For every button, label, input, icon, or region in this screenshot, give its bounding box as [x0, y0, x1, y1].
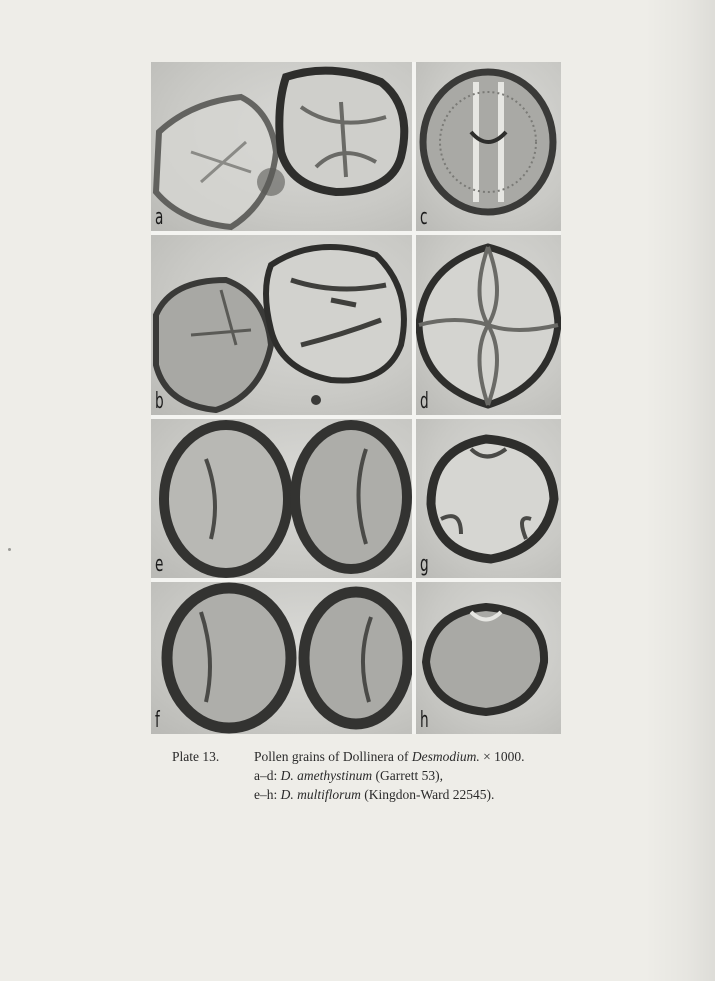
caption-line-2-prefix: a–d: — [254, 768, 281, 783]
caption-magnification: × 1000. — [479, 749, 525, 764]
micrograph-panel-f — [151, 582, 412, 734]
micrograph-panel-e — [151, 419, 412, 578]
micrograph-plate — [151, 62, 561, 734]
caption-text — [254, 747, 594, 804]
micrograph-panel-g — [416, 419, 561, 578]
panel-label-e: e — [155, 552, 164, 577]
micrograph-panel-b — [151, 235, 412, 415]
micrograph-panel-a — [151, 62, 412, 231]
paper-speck — [8, 548, 11, 551]
micrograph-panel-d — [416, 235, 561, 415]
caption-line-3-prefix: e–h: — [254, 787, 281, 802]
page-edge-shadow — [645, 0, 715, 981]
caption-line-1 — [254, 747, 594, 766]
plate-number: Plate 13. — [172, 749, 220, 764]
panel-label-h: h — [420, 708, 429, 733]
caption-line-2-suffix: (Garrett 53), — [372, 768, 443, 783]
caption-genus: Desmodium. — [411, 749, 480, 764]
caption-line-3 — [254, 785, 594, 804]
caption-species-multiflorum: D. multiflorum — [280, 787, 361, 802]
caption-line-3-suffix: (Kingdon-Ward 22545). — [360, 787, 495, 802]
panel-label-c: c — [420, 205, 428, 230]
panel-label-g: g — [420, 552, 429, 577]
caption-line-2 — [254, 766, 594, 785]
micrograph-panel-c — [416, 62, 561, 231]
panel-label-a: a — [155, 205, 164, 230]
caption-species-amethystinum: D. amethystinum — [280, 768, 373, 783]
panel-label-f: f — [155, 708, 160, 733]
panel-label-b: b — [155, 389, 164, 414]
caption-line-1-prefix: Pollen grains of Dollinera of — [254, 749, 412, 764]
panel-label-d: d — [420, 389, 429, 414]
micrograph-panel-h — [416, 582, 561, 734]
